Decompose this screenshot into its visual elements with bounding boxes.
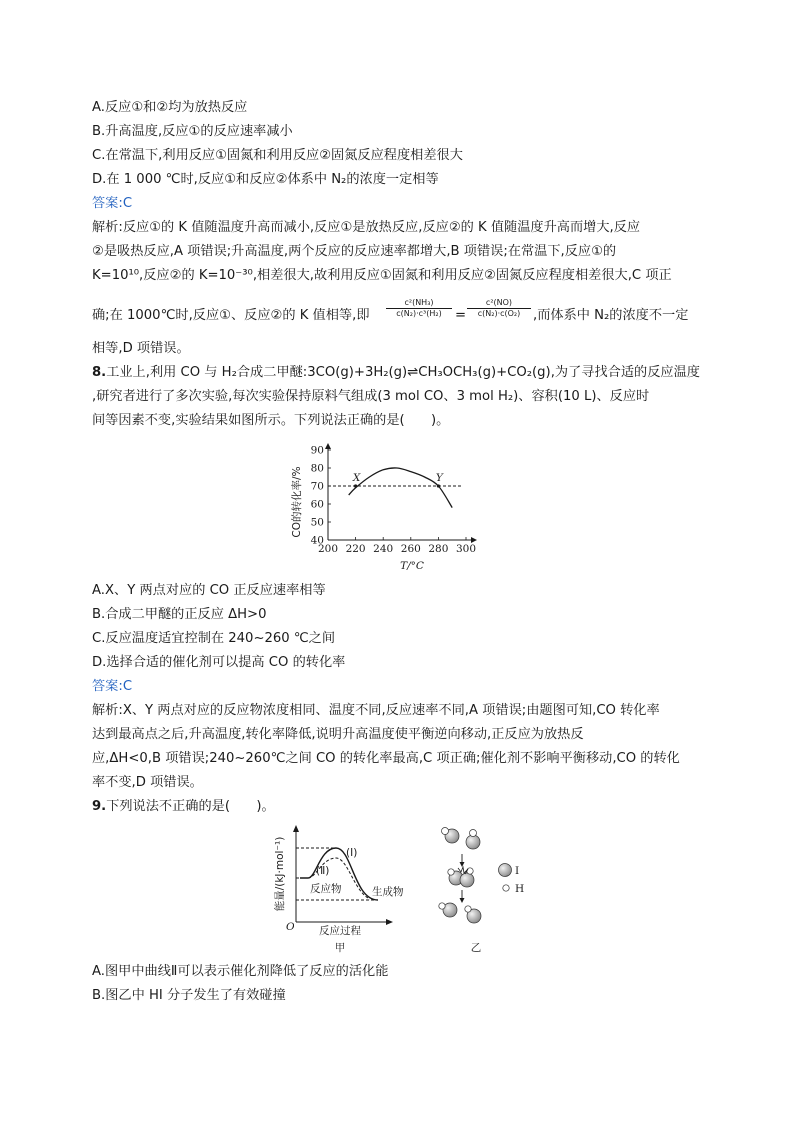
origin-label: O — [286, 921, 295, 933]
chart-x-axis-label: T/°C — [400, 560, 424, 572]
point-label: Y — [435, 472, 443, 484]
fraction-denominator: c(N₂)·c(O₂) — [467, 308, 531, 319]
q8-answer: 答案:C — [92, 679, 133, 694]
h-atom — [448, 869, 454, 875]
y-axis-arrow — [293, 825, 299, 832]
i-atom — [460, 873, 474, 887]
q8-option-b: B.合成二甲醚的正反应 ΔH>0 — [92, 607, 267, 622]
q8-stem-line — [92, 364, 700, 382]
diagram-caption-yi: 乙 — [470, 942, 482, 954]
q7-explanation-line: ,而体系中 N₂的浓度不一定 — [533, 308, 689, 323]
arrow-down-icon — [460, 898, 465, 903]
q9-number: 9. — [92, 799, 107, 814]
q8-explanation-line: 解析:X、Y 两点对应的反应物浓度相同、温度不同,反应速率不同,A 项错误;由题图可知,CO 转化率 — [92, 703, 660, 718]
x-tick-label: 300 — [455, 543, 477, 555]
q8-explanation-line: 率不变,D 项错误。 — [92, 775, 203, 790]
q8-explanation-line: 应,ΔH<0,B 项错误;240~260℃之间 CO 的转化率最高,C 项正确;催化剂不影响平衡移动,CO 的转化 — [92, 751, 680, 766]
y-tick-label: 90 — [310, 444, 324, 457]
h-atom — [439, 903, 445, 909]
q7-option-a: A.反应①和②均为放热反应 — [92, 100, 248, 115]
h-atom — [442, 828, 449, 835]
q7-option-b: B.升高温度,反应①的反应速率减小 — [92, 124, 293, 139]
hi-collision-diagram — [430, 822, 540, 954]
y-axis-arrow — [325, 443, 331, 449]
fraction-denominator: c(N₂)·c³(H₂) — [386, 308, 452, 319]
q9-stem-line — [92, 798, 275, 816]
arrow-down-icon — [460, 862, 465, 867]
q9-option-a: A.图甲中曲线Ⅱ可以表示催化剂降低了反应的活化能 — [92, 964, 389, 979]
q8-stem-text: 工业上,利用 CO 与 H₂合成二甲醚:3CO(g)+3H₂(g)⇌CH₃OCH₃(g)+CO₂(g),为了寻找合适的反应温度 — [106, 365, 700, 380]
chart-ticks — [311, 445, 476, 556]
q7-explanation-line: 相等,D 项错误。 — [92, 341, 190, 356]
x-tick-label: 200 — [317, 543, 339, 555]
fraction-nh3 — [386, 298, 452, 319]
co-conversion-chart — [290, 442, 500, 572]
q7-answer: 答案:C — [92, 196, 133, 211]
intersection-point — [437, 484, 440, 487]
q7-explanation-line: 解析:反应①的 K 值随温度升高而减小,反应①是放热反应,反应②的 K 值随温度升高而增大,反应 — [92, 220, 641, 235]
x-axis-arrow — [386, 919, 393, 925]
q7-option-c: C.在常温下,利用反应①固氮和利用反应②固氮反应程度相差很大 — [92, 148, 463, 163]
x-tick-label: 220 — [345, 543, 366, 555]
q9-option-b: B.图乙中 HI 分子发生了有效碰撞 — [92, 988, 286, 1003]
y-tick-label: 60 — [310, 498, 324, 511]
q7-explanation-line: ②是吸热反应,A 项错误;升高温度,两个反应的反应速率都增大,B 项错误;在常温下,反应①的 — [92, 244, 617, 259]
q9-stem-text: 下列说法不正确的是( )。 — [106, 799, 275, 814]
diagram-caption-jia: 甲 — [334, 942, 346, 954]
q7-explanation-line: K=10¹⁰,反应②的 K=10⁻³⁰,相差很大,故利用反应①固氮和利用反应②固氮反应程度相差很大,C 项正 — [92, 268, 672, 283]
product-label: 生成物 — [372, 886, 404, 898]
q8-number: 8. — [92, 365, 107, 380]
curve-i-label: (Ⅰ) — [346, 847, 358, 859]
i-atom — [466, 835, 480, 849]
chart-axes — [325, 443, 477, 543]
equals-sign: = — [455, 308, 467, 323]
q7-option-d: D.在 1 000 ℃时,反应①和反应②体系中 N₂的浓度一定相等 — [92, 172, 439, 187]
q8-stem-line: 间等因素不变,实验结果如图所示。下列说法正确的是( )。 — [92, 413, 450, 428]
legend-h-atom — [503, 885, 509, 891]
energy-profile-diagram — [268, 822, 418, 954]
legend-h-label: H — [515, 883, 525, 895]
q8-stem-line: ,研究者进行了多次实验,每次实验保持原料气组成(3 mol CO、3 mol H₂)、容积(10 L)、反应时 — [92, 389, 650, 404]
curve-ii-label: (Ⅱ) — [316, 865, 330, 877]
point-label: X — [352, 472, 361, 484]
h-atom — [470, 830, 477, 837]
y-tick-label: 50 — [310, 516, 324, 529]
legend-i-label: I — [515, 865, 520, 877]
chart-y-axis-label: CO的转化率/% — [291, 466, 303, 538]
fraction-numerator: c²(NH₃) — [404, 298, 434, 307]
q8-option-a: A.X、Y 两点对应的 CO 正反应速率相等 — [92, 583, 326, 598]
x-tick-label: 260 — [400, 543, 421, 555]
q8-option-c: C.反应温度适宜控制在 240~260 ℃之间 — [92, 631, 336, 646]
y-tick-label: 70 — [310, 480, 324, 493]
fraction-numerator: c²(NO) — [485, 298, 513, 307]
q7-explanation-line: 确;在 1000℃时,反应①、反应②的 K 值相等,即 — [92, 308, 370, 323]
y-tick-label: 80 — [310, 462, 324, 475]
q8-explanation-line: 达到最高点之后,升高温度,转化率降低,说明升高温度使平衡逆向移动,正反应为放热反 — [92, 727, 584, 742]
x-tick-label: 240 — [373, 543, 394, 555]
y-tick-label: 40 — [310, 534, 324, 547]
x-tick-label: 280 — [428, 543, 449, 555]
x-axis-label: 反应过程 — [319, 925, 361, 937]
legend-i-atom — [499, 864, 512, 877]
h-atom — [465, 906, 471, 912]
q8-option-d: D.选择合适的催化剂可以提高 CO 的转化率 — [92, 655, 346, 670]
reactant-label: 反应物 — [310, 883, 342, 895]
y-axis-label: 能量/(kJ·mol⁻¹) — [274, 836, 286, 912]
intersection-point — [354, 484, 357, 487]
chart-series — [328, 468, 462, 508]
fraction-no — [467, 298, 531, 319]
